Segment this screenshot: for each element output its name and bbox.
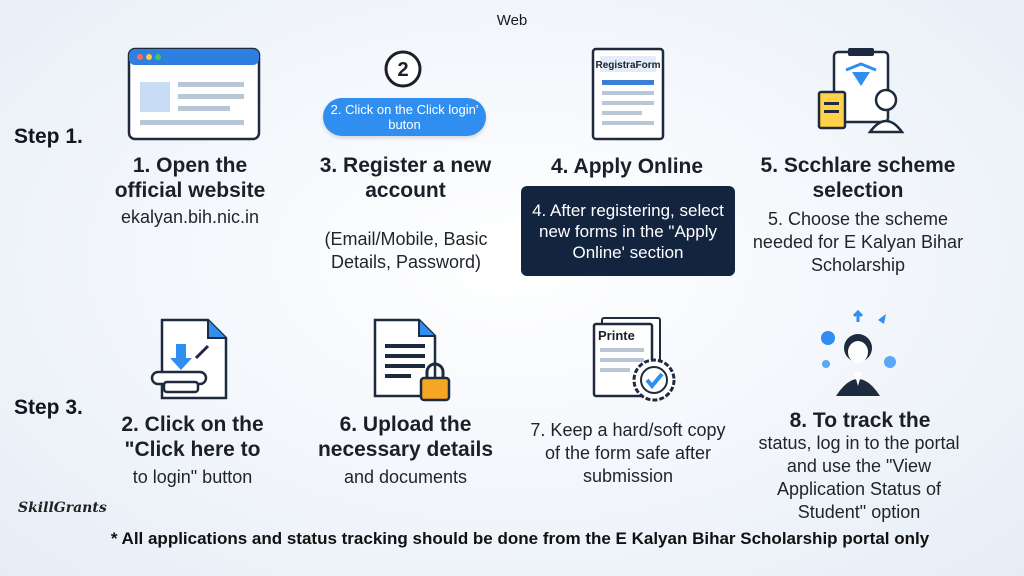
step-track-heading: 8. To track the — [789, 409, 931, 432]
keep-copy-text: 7. Keep a hard/soft copy of the form safe after submission — [530, 420, 726, 486]
step-register-heading: 3. Register a new account — [319, 154, 492, 202]
status-tracking-person-icon — [818, 310, 902, 400]
printed-form-badge-icon — [592, 318, 676, 404]
website-url: ekalyan.bih.nic.in — [120, 207, 260, 227]
scheme-selection-icon — [818, 48, 904, 138]
browser-window-icon — [128, 48, 260, 140]
apply-online-note: 4. After registering, select new forms in the "Apply Online' section — [521, 186, 735, 276]
step-upload-heading: 6. Upload the necessary details — [317, 413, 494, 461]
login-button-text: to login" button — [132, 467, 253, 487]
upload-details-text: and documents — [343, 467, 468, 487]
scheme-description: 5. Choose the scheme needed for E Kalyan Bihar Scholarship — [752, 209, 964, 275]
svg-text:Printe: Printe — [598, 328, 635, 343]
register-details: (Email/Mobile, Basic Details, Password) — [324, 229, 488, 272]
svg-text:2: 2 — [397, 59, 409, 81]
svg-text:RegistraForm: RegistraForm — [595, 60, 661, 71]
login-document-icon — [150, 318, 230, 400]
registration-form-icon — [592, 48, 664, 140]
step-label-1: Step 1. — [14, 125, 83, 148]
footnote: * All applications and status tracking should be done from the E Kalyan Bihar Scholarship portal only — [110, 529, 930, 548]
step-apply-heading: 4. Apply Online — [550, 155, 704, 178]
brand-logo-text: SkillGrants — [18, 500, 107, 516]
step-open-website-heading: 1. Open the official website — [114, 154, 266, 202]
track-status-text: status, log in to the portal and use the "View Application Status of Student" option — [758, 433, 960, 522]
login-hint-pill: 2. Click on the Click login' buton — [323, 98, 486, 136]
step-login-heading: 2. Click on the "Click here to — [121, 413, 264, 461]
step-scheme-heading: 5. Scchlare scheme selection — [760, 154, 956, 202]
number-two-icon — [383, 49, 423, 89]
step-label-2: Step 3. — [14, 396, 83, 419]
upload-lock-document-icon — [373, 318, 453, 402]
page-title: Web — [496, 12, 528, 29]
